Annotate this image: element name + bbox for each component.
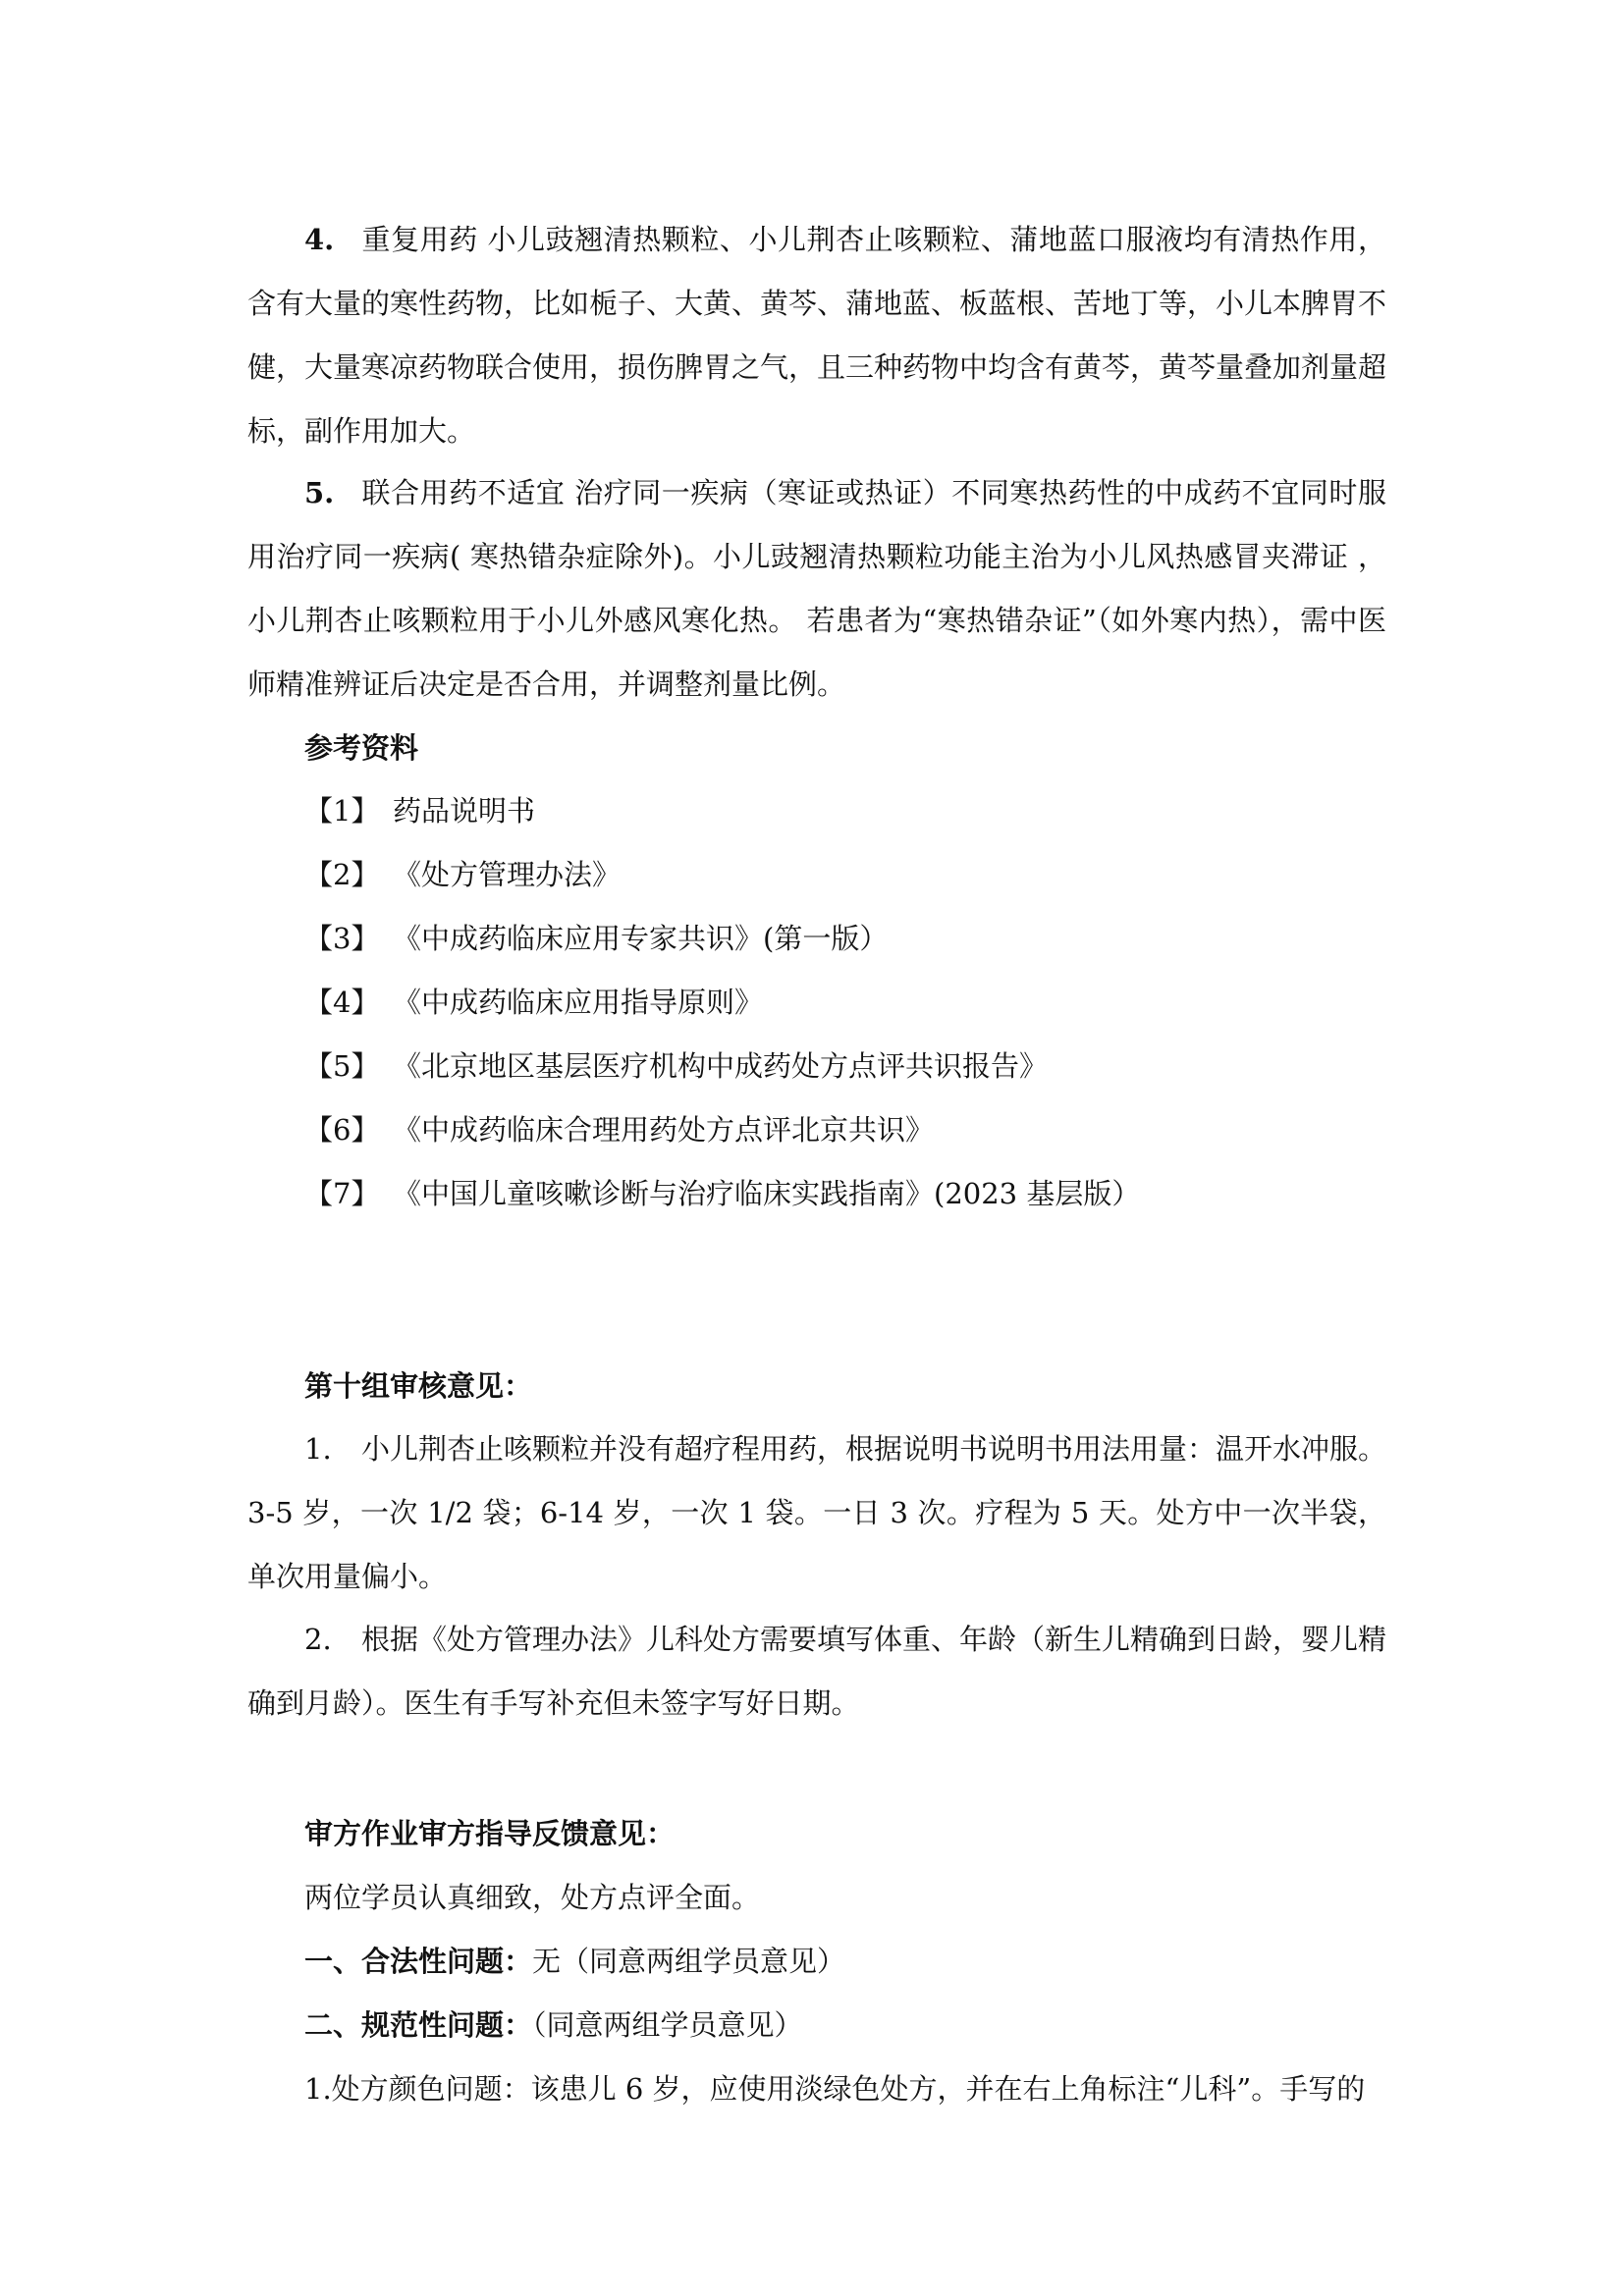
reference-number: 【6】: [304, 1113, 380, 1147]
reference-text: 《北京地区基层医疗机构中成药处方点评共识报告》: [393, 1049, 1049, 1083]
reference-item: [304, 791, 535, 830]
prescription-color-issue: 1.处方颜色问题：该患儿 6 岁，应使用淡绿色处方，并在右上角标注“儿科”。手写的: [304, 2072, 1366, 2106]
item-number: 1.: [304, 1432, 332, 1466]
normative-label: 二、规范性问题：: [304, 2008, 533, 2042]
reference-number: 【1】: [304, 794, 380, 828]
paragraph-group10-item-2: [247, 1608, 1386, 1735]
normative-issue: [304, 2005, 803, 2045]
reference-text: 《中成药临床应用指导原则》: [393, 986, 764, 1019]
reference-number: 【7】: [304, 1177, 380, 1210]
paragraph-item-5: [247, 461, 1386, 717]
group10-heading: 第十组审核意见：: [304, 1369, 533, 1403]
normative-text: （同意两组学员意见）: [532, 2008, 803, 2042]
item-number: 5.: [304, 476, 335, 509]
reference-item: [304, 1174, 1140, 1213]
legality-text: 无（同意两组学员意见）: [532, 1945, 846, 1978]
paragraph-item-4: [247, 208, 1386, 463]
item-text: 重复用药 小儿豉翘清热颗粒、小儿荆杏止咳颗粒、蒲地蓝口服液均有清热作用，含有大量的寒性药物，比如栀子、大黄、黄芩、蒲地蓝、板蓝根、苦地丁等，小儿本脾胃不健，大量寒凉药物联合使用，损伤脾胃之气，且三种药物中均含有黄芩，黄芩量叠加剂量超标，副作用加大。: [247, 223, 1387, 448]
references-heading: 参考资料: [304, 731, 419, 765]
reference-text: 《处方管理办法》: [393, 858, 622, 891]
item-text: 联合用药不适宜 治疗同一疾病（寒证或热证）不同寒热药性的中成药不宜同时服用治疗同一疾病( 寒热错杂症除外)。小儿豉翘清热颗粒功能主治为小儿风热感冒夹滞证 ，小儿荆杏止咳颗粒用于小儿外感风寒化热。 若患者为“寒热错杂证”（如外寒内热），需中医师精准辨证后决定是否合用，并调整剂量比例。: [247, 476, 1386, 701]
reference-number: 【4】: [304, 986, 380, 1019]
reference-item: [304, 1046, 1048, 1086]
paragraph-group10-item-1: [247, 1417, 1386, 1609]
feedback-heading: 审方作业审方指导反馈意见：: [304, 1817, 676, 1850]
reference-number: 【2】: [304, 858, 380, 891]
reference-number: 【3】: [304, 922, 380, 955]
reference-item: [304, 855, 621, 894]
legality-issue: [304, 1942, 845, 1981]
item-number: 2.: [304, 1623, 332, 1656]
reference-number: 【5】: [304, 1049, 380, 1083]
reference-item: [304, 919, 888, 958]
reference-item: [304, 1110, 934, 1149]
legality-label: 一、合法性问题：: [304, 1945, 533, 1978]
reference-item: [304, 983, 763, 1022]
feedback-summary: 两位学员认真细致，处方点评全面。: [304, 1881, 761, 1914]
item-text: 根据《处方管理办法》儿科处方需要填写体重、年龄（新生儿精确到日龄，婴儿精确到月龄）。医生有手写补充但未签字写好日期。: [247, 1623, 1387, 1720]
reference-text: 《中国儿童咳嗽诊断与治疗临床实践指南》(2023 基层版）: [393, 1177, 1141, 1210]
reference-text: 《中成药临床应用专家共识》(第一版）: [393, 922, 889, 955]
item-text: 小儿荆杏止咳颗粒并没有超疗程用药，根据说明书说明书用法用量：温开水冲服。3-5 岁，一次 1/2 袋；6-14 岁，一次 1 袋。一日 3 次。疗程为 5 天。处方中一次半袋，单次用量偏小。: [247, 1432, 1387, 1593]
reference-text: 《中成药临床合理用药处方点评北京共识》: [393, 1113, 935, 1147]
item-number: 4.: [304, 223, 335, 256]
reference-text: 药品说明书: [393, 794, 536, 828]
